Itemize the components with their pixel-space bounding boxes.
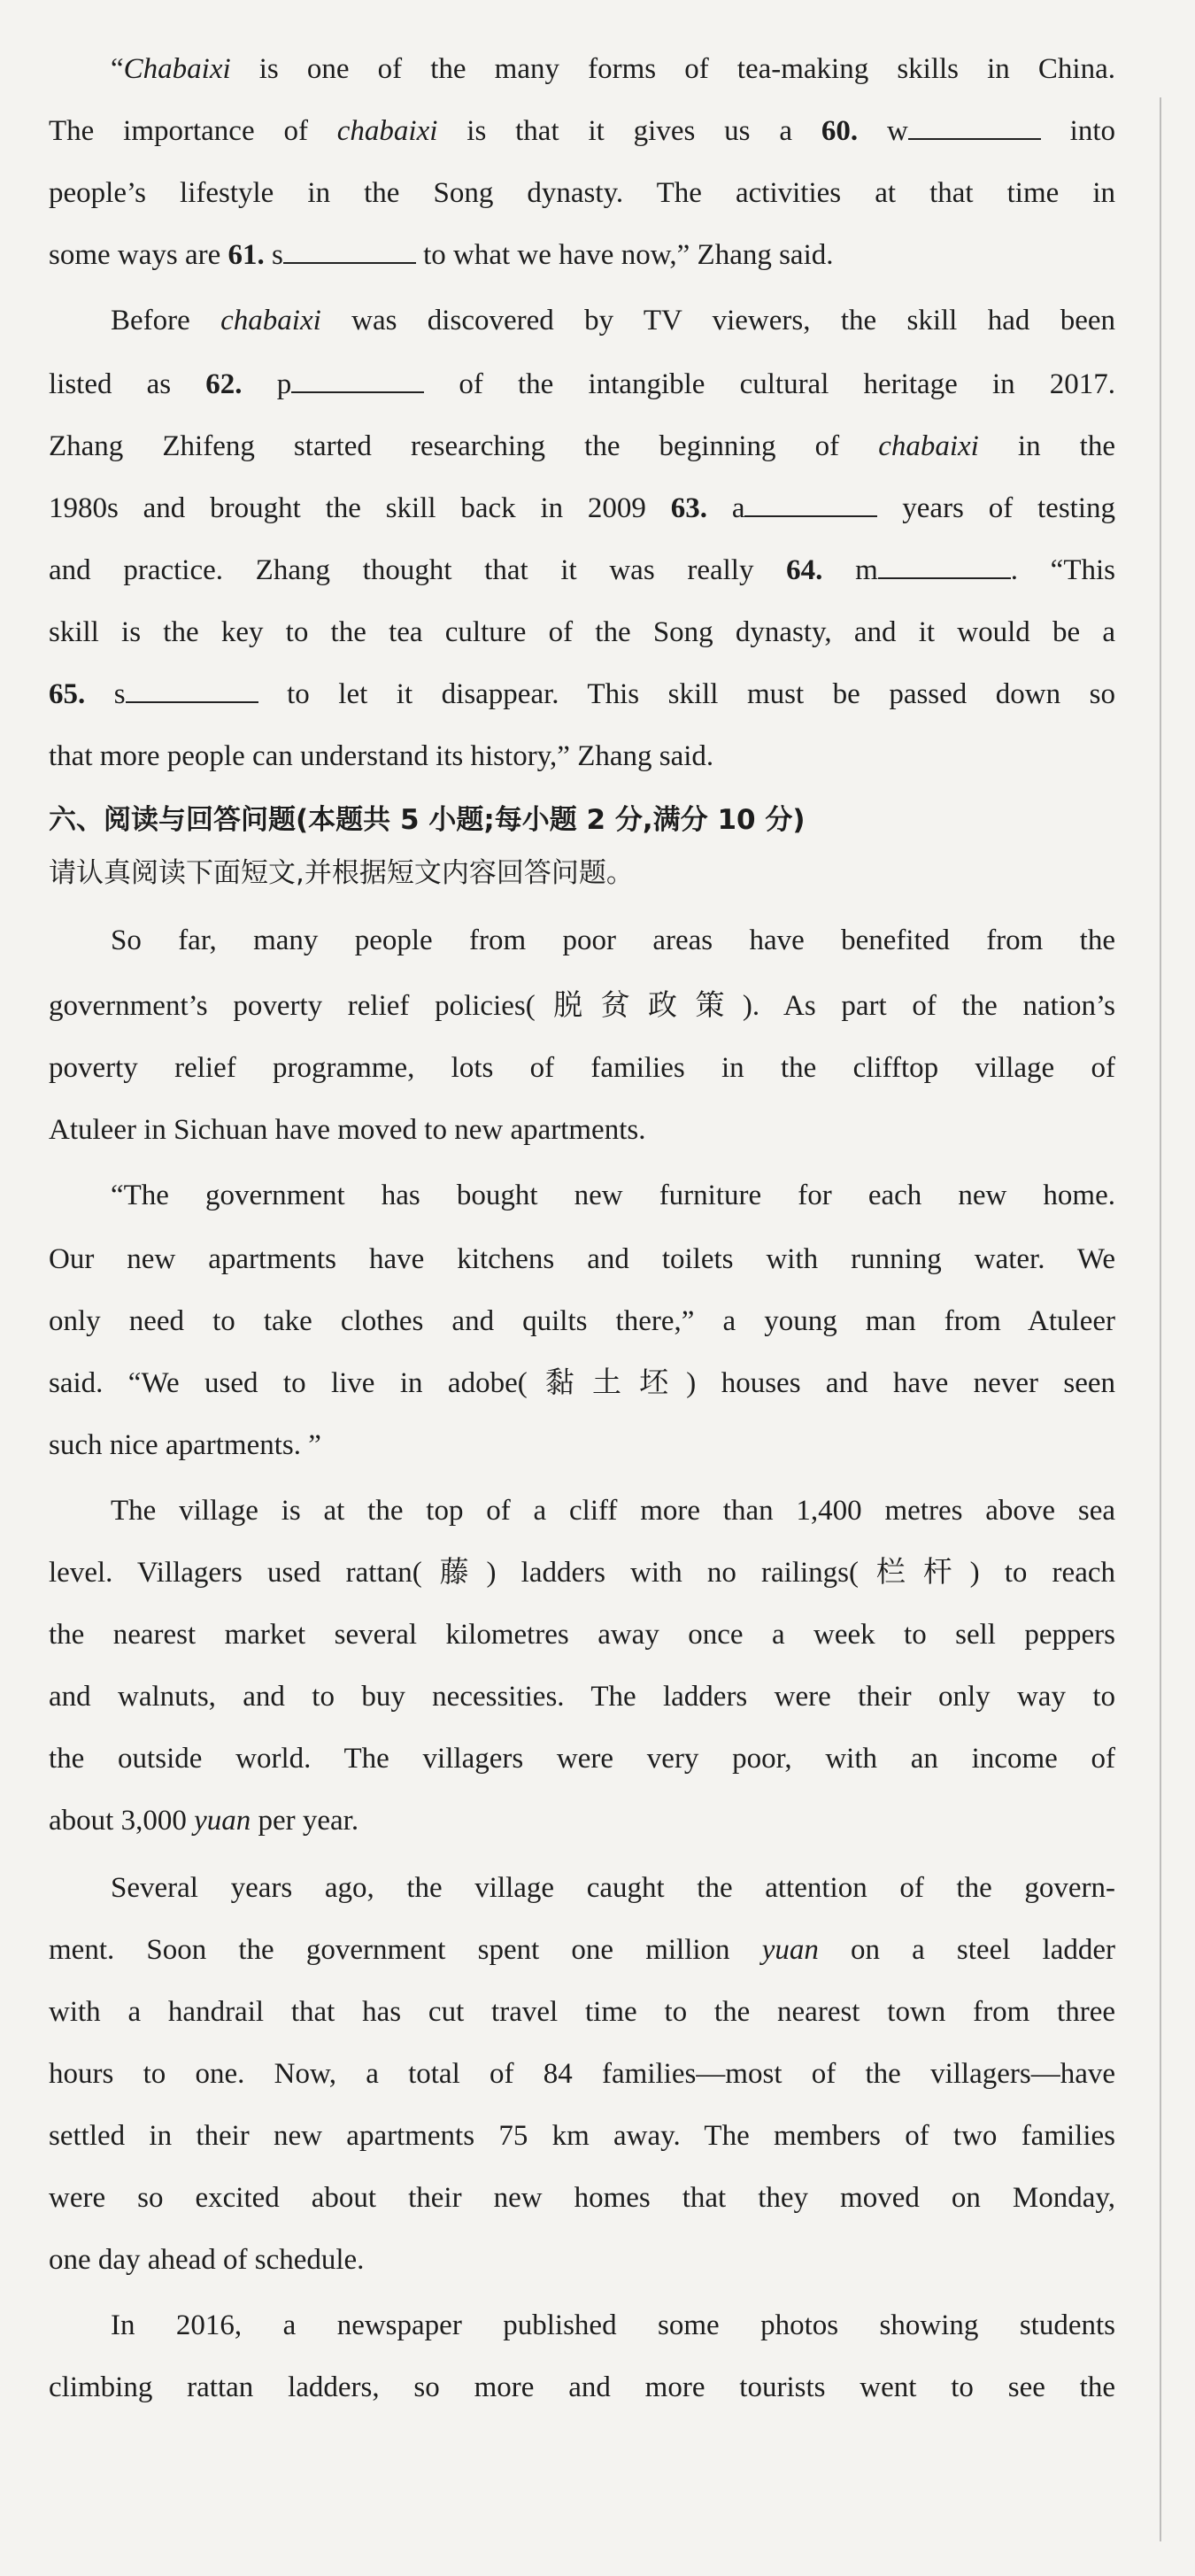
reading-p2-line-3: only need to take clothes and quilts there,” a young man from Atuleer bbox=[49, 1305, 1115, 1337]
cloze-line-6: listed as 62. p of the intangible cultural heritage in 2017. bbox=[49, 368, 1116, 400]
reading-p2-line-2: Our new apartments have kitchens and toilets with running water. We bbox=[49, 1243, 1115, 1275]
reading-p2-line-5: such nice apartments. ” bbox=[49, 1429, 321, 1461]
cloze-line-7: Zhang Zhifeng started researching the beginning of chabaixi in the bbox=[49, 430, 1115, 462]
cloze-line-11: 65. s to let it disappear. This skill must be passed down so bbox=[49, 678, 1115, 710]
q63-number: 63. bbox=[670, 492, 707, 524]
reading-p4-line-2: ment. Soon the government spent one million yuan on a steel ladder bbox=[49, 1934, 1115, 1966]
cloze-line-12: that more people can understand its history,” Zhang said. bbox=[49, 740, 714, 772]
q64-number: 64. bbox=[786, 554, 823, 586]
q62-letter: p bbox=[276, 368, 292, 400]
q62-blank bbox=[291, 367, 424, 393]
reading-p4-line-7: one day ahead of schedule. bbox=[49, 2244, 365, 2276]
q64-blank bbox=[878, 553, 1011, 579]
q65-letter: s bbox=[113, 678, 126, 710]
reading-p4-line-4: hours to one. Now, a total of 84 families—most of the villagers—have bbox=[49, 2058, 1115, 2090]
q64-letter: m bbox=[855, 554, 878, 586]
q60-letter: w bbox=[886, 115, 908, 147]
reading-p4-line-5: settled in their new apartments 75 km away. The members of two families bbox=[49, 2120, 1115, 2152]
reading-p1-line-1: So far, many people from poor areas have benefited from the bbox=[111, 924, 1115, 956]
cloze-line-4: some ways are 61. s to what we have now,” Zhang said. bbox=[49, 239, 834, 271]
reading-p1-line-4: Atuleer in Sichuan have moved to new apartments. bbox=[49, 1114, 646, 1146]
reading-p2-line-4: said. “We used to live in adobe(黏土坯) houses and have never seen bbox=[49, 1367, 1115, 1399]
q62-number: 62. bbox=[205, 368, 243, 400]
q61-blank bbox=[283, 237, 416, 264]
reading-p4-line-1: Several years ago, the village caught the attention of the govern- bbox=[111, 1872, 1115, 1904]
q61-letter: s bbox=[272, 239, 283, 271]
reading-p4-line-3: with a handrail that has cut travel time to the nearest town from three bbox=[49, 1996, 1115, 2028]
reading-p3-line-5: the outside world. The villagers were very poor, with an income of bbox=[49, 1743, 1115, 1775]
section-heading: 六、阅读与回答问题(本题共 5 小题;每小题 2 分,满分 10 分) bbox=[49, 804, 806, 836]
reading-p5-line-1: In 2016, a newspaper published some photos showing students bbox=[111, 2309, 1115, 2341]
reading-p3-line-2: level. Villagers used rattan(藤) ladders with no railings(栏杆) to reach bbox=[49, 1557, 1115, 1589]
reading-p3-line-6: about 3,000 yuan per year. bbox=[49, 1805, 359, 1837]
reading-p2-line-1: “The government has bought new furniture for each new home. bbox=[111, 1180, 1115, 1211]
q65-number: 65. bbox=[49, 678, 86, 710]
cloze-line-9: and practice. Zhang thought that it was really 64. m . “This bbox=[49, 554, 1115, 586]
reading-p3-line-1: The village is at the top of a cliff more than 1,400 metres above sea bbox=[111, 1495, 1115, 1527]
reading-p1-line-2: government’s poverty relief policies(脱贫政策). As part of the nation’s bbox=[49, 990, 1115, 1022]
reading-p3-line-3: the nearest market several kilometres away once a week to sell peppers bbox=[49, 1619, 1115, 1651]
q60-blank bbox=[908, 113, 1041, 140]
reading-p4-line-6: were so excited about their new homes that they moved on Monday, bbox=[49, 2182, 1115, 2214]
reading-p1-line-3: poverty relief programme, lots of families in the clifftop village of bbox=[49, 1052, 1115, 1084]
q63-blank bbox=[744, 491, 877, 517]
q63-letter: a bbox=[731, 492, 745, 524]
cloze-line-10: skill is the key to the tea culture of the Song dynasty, and it would be a bbox=[49, 616, 1115, 648]
reading-p5-line-2: climbing rattan ladders, so more and more tourists went to see the bbox=[49, 2371, 1115, 2403]
q65-blank bbox=[126, 677, 258, 703]
cloze-line-1: “Chabaixi is one of the many forms of tea-making skills in China. bbox=[111, 53, 1115, 85]
q61-number: 61. bbox=[227, 239, 265, 271]
cloze-line-5: Before chabaixi was discovered by TV viewers, the skill had been bbox=[111, 305, 1115, 337]
cloze-line-3: people’s lifestyle in the Song dynasty. The activities at that time in bbox=[49, 177, 1115, 209]
q60-number: 60. bbox=[821, 115, 859, 147]
cloze-line-8: 1980s and brought the skill back in 2009 63. a years of testing bbox=[49, 492, 1116, 524]
margin-rule bbox=[1160, 97, 1161, 2541]
reading-p3-line-4: and walnuts, and to buy necessities. The ladders were their only way to bbox=[49, 1681, 1115, 1713]
section-instruction: 请认真阅读下面短文,并根据短文内容回答问题。 bbox=[49, 857, 634, 889]
cloze-line-2: The importance of chabaixi is that it gives us a 60. w into bbox=[49, 115, 1115, 147]
